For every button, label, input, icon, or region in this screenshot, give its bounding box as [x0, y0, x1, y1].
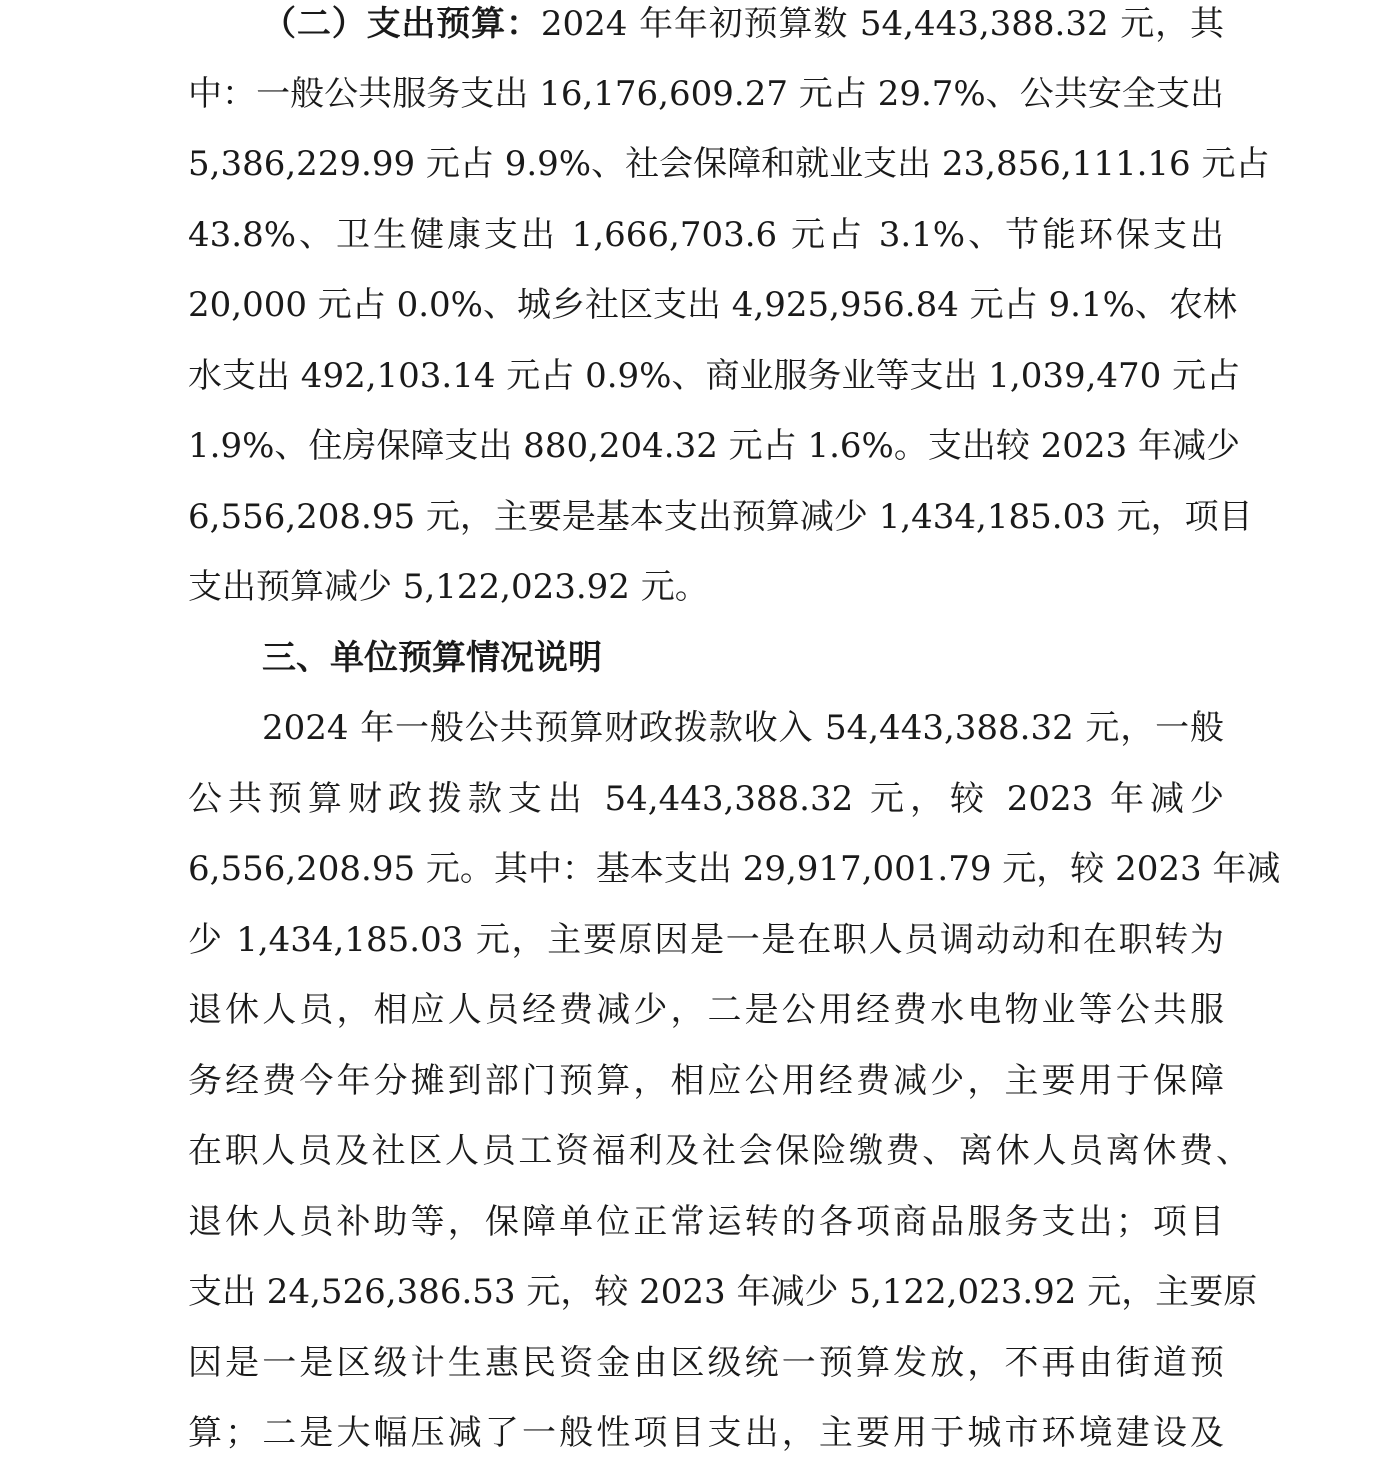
paragraph-line: 6,556,208.95 元，主要是基本支出预算减少 1,434,185.03 元，项目	[188, 497, 1253, 537]
paragraph-line: 水支出 492,103.14 元占 0.9%、商业服务业等支出 1,039,470 元占	[188, 356, 1241, 396]
paragraph-line: 43.8%、卫生健康支出 1,666,703.6 元占 3.1%、节能环保支出	[188, 215, 1224, 255]
paragraph-line: 5,386,229.99 元占 9.9%、社会保障和就业支出 23,856,111.16 元占	[188, 144, 1270, 184]
paragraph-line: 支出预算减少 5,122,023.92 元。	[188, 567, 709, 607]
paragraph-line: 支出 24,526,386.53 元，较 2023 年减少 5,122,023.92 元，主要原	[188, 1272, 1258, 1312]
paragraph-line: 20,000 元占 0.0%、城乡社区支出 4,925,956.84 元占 9.1%、农林	[188, 285, 1237, 325]
paragraph-line: 公共预算财政拨款支出 54,443,388.32 元，较 2023 年减少	[188, 779, 1224, 819]
paragraph-line: 中：一般公共服务支出 16,176,609.27 元占 29.7%、公共安全支出	[188, 74, 1224, 114]
paragraph-line: 务经费今年分摊到部门预算，相应公用经费减少，主要用于保障	[188, 1061, 1224, 1101]
paragraph-line: 在职人员及社区人员工资福利及社会保险缴费、离休人员离休费、	[188, 1131, 1250, 1171]
paragraph-line	[262, 0, 1224, 54]
paragraph-line: 退休人员补助等，保障单位正常运转的各项商品服务支出；项目	[188, 1202, 1224, 1242]
paragraph-line: 算；二是大幅压减了一般性项目支出，主要用于城市环境建设及	[188, 1413, 1224, 1453]
paragraph-line: 2024 年一般公共预算财政拨款收入 54,443,388.32 元，一般	[262, 708, 1224, 748]
paragraph-line: 因是一是区级计生惠民资金由区级统一预算发放，不再由街道预	[188, 1343, 1224, 1383]
paragraph-line: 退休人员，相应人员经费减少，二是公用经费水电物业等公共服	[188, 990, 1224, 1030]
paragraph-line-text: 2024 年年初预算数 54,443,388.32 元，其	[540, 4, 1225, 44]
section-label: （二）支出预算：	[262, 4, 541, 44]
section-heading: 三、单位预算情况说明	[262, 638, 602, 678]
paragraph-line: 1.9%、住房保障支出 880,204.32 元占 1.6%。支出较 2023 年减少	[188, 426, 1240, 466]
paragraph-line: 少 1,434,185.03 元，主要原因是一是在职人员调动动和在职转为	[188, 920, 1224, 960]
paragraph-line: 6,556,208.95 元。其中：基本支出 29,917,001.79 元，较 2023 年减	[188, 849, 1281, 889]
